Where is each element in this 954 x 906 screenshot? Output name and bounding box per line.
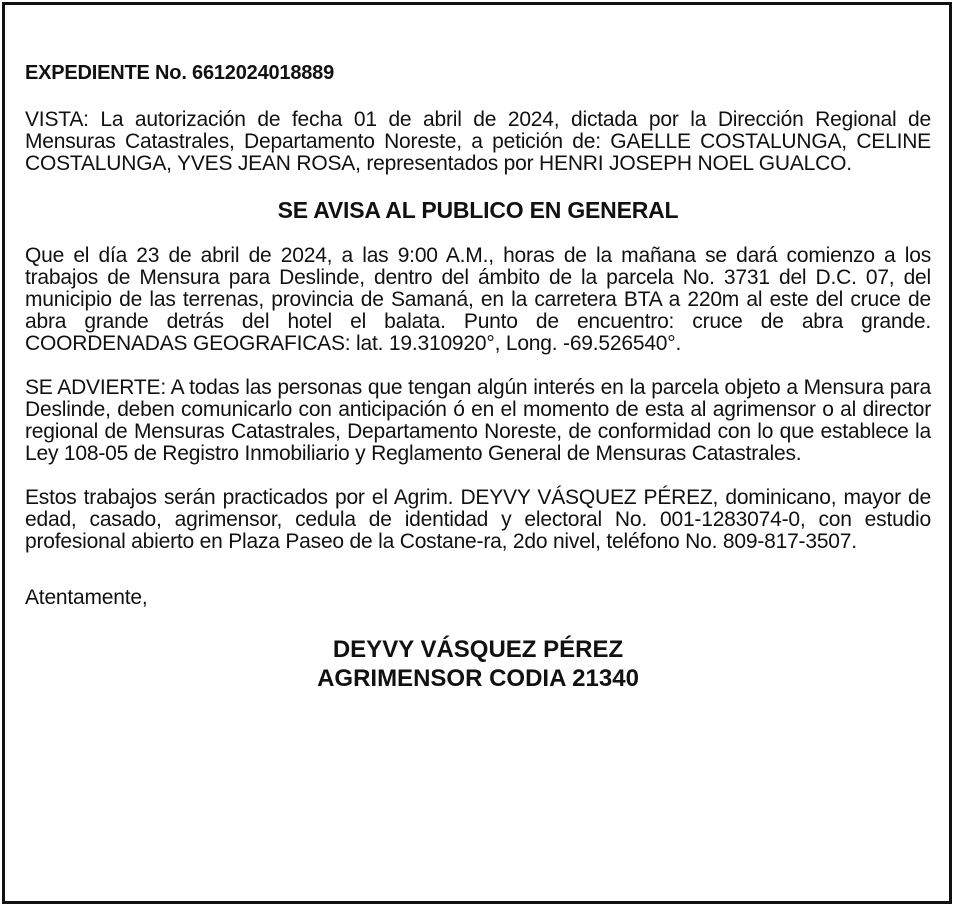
warning-paragraph: SE ADVIERTE: A todas las personas que tengan algún interés en la parcela objeto a Mensura para Deslinde, deben comunicarlo con anticipación ó en el momento de esta al agrimensor o al director regional de Mensuras Catastrales, Departamento Noreste, de conformidad con lo que establece la Ley 108-05 de Registro Inmobiliario y Reglamento General de Mensuras Catastrales. [25,376,931,465]
vista-paragraph: VISTA: La autorización de fecha 01 de abril de 2024, dictada por la Dirección Regional de Mensuras Catastrales, Departamento Noreste, a petición de: GAELLE COSTALUNGA, CELINE COSTALUNGA, YVES JEAN ROSA, representados por HENRI JOSEPH NOEL GUALCO. [25,108,931,175]
expediente-number: EXPEDIENTE No. 6612024018889 [25,62,335,84]
signature-title: AGRIMENSOR CODIA 21340 [317,665,639,692]
notice-heading: SE AVISA AL PUBLICO EN GENERAL [277,197,679,223]
surveyor-paragraph: Estos trabajos serán practicados por el Agrim. DEYVY VÁSQUEZ PÉREZ, dominicano, mayor de edad, casado, agrimensor, cedula de identidad y electoral No. 001-1283074-0, con estudio profesional abierto en Plaza Paseo de la Costane-ra, 2do nivel, teléfono No. 809-817-3507. [25,486,931,553]
signature-block [25,635,931,693]
notice-content [25,59,931,693]
notice-frame [2,2,952,904]
signature-name: DEYVY VÁSQUEZ PÉREZ [332,636,624,663]
closing-text: Atentamente, [25,586,148,609]
schedule-paragraph: Que el día 23 de abril de 2024, a las 9:00 A.M., horas de la mañana se dará comienzo a los trabajos de Mensura para Deslinde, dentro del ámbito de la parcela No. 3731 del D.C. 07, del municipio de las terrenas, provincia de Samaná, en la carretera BTA a 220m al este del cruce de abra grande detrás del hotel el balata. Punto de encuentro: cruce de abra grande. COORDENADAS GEOGRAFICAS: lat. 19.310920°, Long. -69.526540°. [25,244,931,355]
